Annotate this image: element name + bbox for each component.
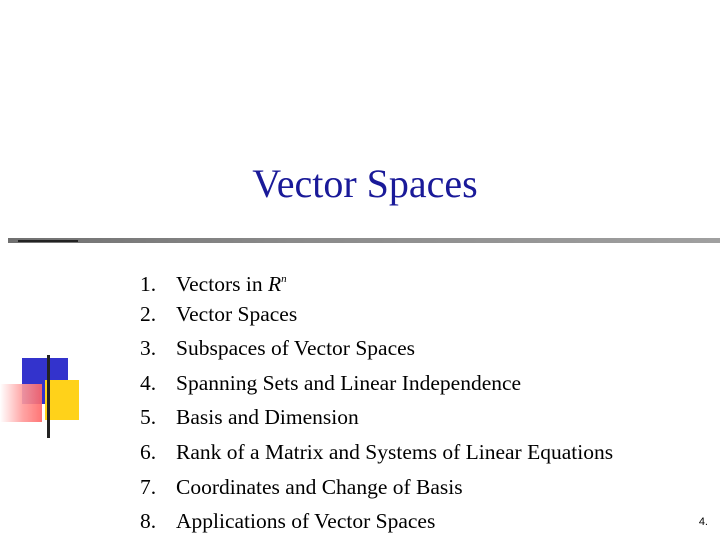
list-item-text: Basis and Dimension xyxy=(176,405,359,430)
list-item-text: Coordinates and Change of Basis xyxy=(176,474,463,499)
list-item-text: Rank of a Matrix and Systems of Linear Equations xyxy=(176,439,614,464)
title-underline-accent xyxy=(18,240,78,242)
math-symbol: R xyxy=(267,272,282,296)
list-item xyxy=(140,504,613,539)
list-item-text: Vector Spaces xyxy=(176,301,298,326)
list-item-number: 6. xyxy=(140,439,157,464)
list-item xyxy=(140,435,613,470)
list-item-number: 8. xyxy=(140,509,157,534)
list-item-text: Vectors in xyxy=(176,272,268,296)
list-item-number: 1. xyxy=(140,272,157,296)
list-item xyxy=(140,470,613,505)
slide-title: Vector Spaces xyxy=(252,161,478,206)
list-item xyxy=(140,262,613,297)
topic-list xyxy=(140,262,613,539)
page-number: 4. xyxy=(698,516,708,528)
yellow-square-decoration xyxy=(45,380,79,420)
math-superscript: n xyxy=(281,273,287,285)
list-item-number: 2. xyxy=(140,301,157,326)
list-item xyxy=(140,366,613,401)
list-item-number: 5. xyxy=(140,405,157,430)
list-item-number: 3. xyxy=(140,336,157,361)
vertical-rule xyxy=(47,355,50,438)
red-gradient-decoration xyxy=(0,384,42,422)
title-underline-rule xyxy=(8,238,720,243)
list-item-number: 4. xyxy=(140,370,157,395)
list-item xyxy=(140,297,613,332)
list-item xyxy=(140,400,613,435)
list-item-text: Subspaces of Vector Spaces xyxy=(176,336,416,361)
list-item-text: Spanning Sets and Linear Independence xyxy=(176,370,522,395)
list-item xyxy=(140,331,613,366)
list-item-number: 7. xyxy=(140,474,157,499)
list-item-text: Applications of Vector Spaces xyxy=(176,509,436,534)
